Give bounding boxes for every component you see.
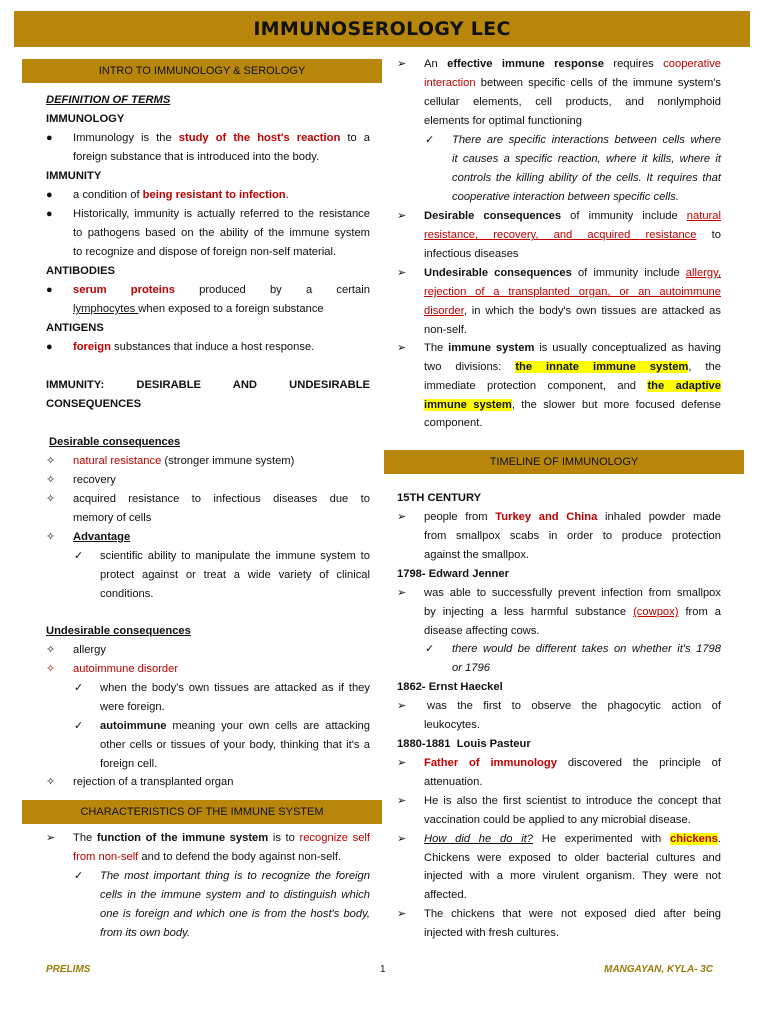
arrow-bullet-icon: ➢ — [397, 757, 407, 769]
undesirable-item-1: allergy — [73, 644, 106, 656]
arrow-bullet-icon: ➢ — [397, 210, 407, 222]
pasteur-4-l1: The chickens that were not exposed died after being — [424, 908, 721, 920]
immune-system-l5: component. — [424, 417, 483, 429]
immunity-definition-2-l1: Historically, immunity is actually referred to the resistance — [73, 208, 370, 220]
section-header-characteristics — [22, 800, 382, 824]
arrow-bullet-icon: ➢ — [397, 833, 407, 845]
bullet-icon: ● — [46, 132, 53, 144]
undesirable-consequences-l3: disorder, in which the body's own tissues are attacked as — [424, 305, 721, 317]
immune-system-l3: immediate protection component, and the adaptive — [424, 380, 721, 392]
effective-note-l2: it causes a specific reaction, where it kills, where it — [452, 153, 721, 165]
advantage-l1: scientific ability to manipulate the immune system to — [100, 550, 370, 562]
checkmark-icon: ✓ — [425, 643, 435, 655]
term-immunology: IMMUNOLOGY — [46, 113, 125, 125]
function-note-l3: one is foreign and which one is from the host's body, — [100, 908, 370, 920]
bullet-icon: ● — [46, 284, 53, 296]
undesirable-item-2-sub2-l1: autoimmune meaning your own cells are attacking — [100, 720, 370, 732]
bullet-icon: ● — [46, 341, 53, 353]
bullet-icon: ● — [46, 189, 53, 201]
arrow-bullet-icon: ➢ — [397, 58, 407, 70]
arrow-bullet-icon: ➢ — [397, 908, 407, 920]
effective-note-l3: controls the killing ability of the cells. It requires that — [452, 172, 721, 184]
antibodies-definition-l2: lymphocytes when exposed to a foreign substance — [73, 303, 324, 315]
immune-system-l2: two divisions: the innate immune system, the — [424, 361, 721, 373]
consequences-heading-l2: CONSEQUENCES — [46, 398, 142, 410]
arrow-bullet-icon: ➢ — [397, 795, 407, 807]
effective-l4: elements for optimal functioning — [424, 115, 582, 127]
section-header-timeline — [384, 450, 744, 474]
undesirable-item-2-sub2-l3: foreign cell. — [100, 758, 158, 770]
desirable-item-3-l2: memory of cells — [73, 512, 152, 524]
pasteur-2-l2: vaccination could be applied to any microbial disease. — [424, 814, 691, 826]
term-antibodies: ANTIBODIES — [46, 265, 115, 277]
immunology-definition-l2: foreign substance that is introduced into the body. — [73, 151, 320, 163]
jenner-note-l2: or 1796 — [452, 662, 490, 674]
diamond-bullet-icon: ✧ — [46, 531, 56, 543]
diamond-bullet-icon: ✧ — [46, 455, 56, 467]
function-note-l4: from its own body. — [100, 927, 190, 939]
timeline-haeckel: 1862- Ernst Haeckel — [397, 681, 503, 693]
effective-l1: An effective immune response requires cooperative — [424, 58, 722, 70]
immune-system-l4: immune system, the slower but more focused defense — [424, 399, 721, 411]
desirable-item-2: recovery — [73, 474, 116, 486]
effective-l3: cellular elements, cell products, and nonlymphoid — [424, 96, 721, 108]
function-l2: from non-self and to defend the body against non-self. — [73, 851, 342, 863]
bullet-icon: ● — [46, 208, 53, 220]
jenner-l3: disease affecting cows. — [424, 625, 540, 637]
haeckel-l1: was the first to observe the phagocytic action of — [427, 700, 721, 712]
desirable-consequences-l1: Desirable consequences of immunity include natural — [424, 210, 721, 222]
checkmark-icon: ✓ — [74, 720, 84, 732]
pasteur-3-l3: injected with a more virulent organism. They were not — [424, 870, 721, 882]
section-header-characteristics-text: CHARACTERISTICS OF THE IMMUNE SYSTEM — [80, 806, 324, 818]
immunity-definition-2-l3: to recognize and dispose of foreign non-self material. — [73, 246, 337, 258]
checkmark-icon: ✓ — [74, 682, 84, 694]
page-number: 1 — [380, 964, 386, 975]
arrow-bullet-icon: ➢ — [397, 511, 407, 523]
footer-left: PRELIMS — [46, 964, 91, 975]
undesirable-heading: Undesirable consequences — [46, 625, 191, 637]
effective-l2: interaction between specific cells of the immune system's — [424, 77, 722, 89]
term-antigens: ANTIGENS — [46, 322, 104, 334]
jenner-l1: was able to successfully prevent infection from smallpox — [424, 587, 721, 599]
jenner-note-l1: there would be different takes on whether it's 1798 — [452, 643, 721, 655]
timeline-jenner: 1798- Edward Jenner — [397, 568, 509, 580]
pasteur-1-l1: Father of immunology discovered the principle of — [424, 757, 722, 769]
function-l1: The function of the immune system is to recognize self — [73, 832, 371, 844]
function-note-l2: cells in the immune system and to distinguish which — [100, 889, 370, 901]
desirable-item-1: natural resistance (stronger immune system) — [73, 455, 295, 467]
desirable-item-3-l1: acquired resistance to infectious diseases due to — [73, 493, 370, 505]
timeline-pasteur: 1880-1881 Louis Pasteur — [397, 738, 531, 750]
immune-system-l1: The immune system is usually conceptualized as having — [424, 342, 722, 354]
checkmark-icon: ✓ — [425, 134, 435, 146]
undesirable-item-2-sub2-l2: other cells or tissues of your body, thinking that it's a — [100, 739, 370, 751]
arrow-bullet-icon: ➢ — [397, 700, 407, 712]
effective-note-l1: There are specific interactions between cells where — [452, 134, 721, 146]
term-immunity: IMMUNITY — [46, 170, 102, 182]
c15-l1: people from Turkey and China inhaled powder made — [424, 511, 722, 523]
undesirable-item-2-sub1-l1: when the body's own tissues are attacked as if they — [100, 682, 370, 694]
undesirable-consequences-l2: rejection of a transplanted organ, or an autoimmune — [424, 286, 721, 298]
pasteur-1-l2: attenuation. — [424, 776, 483, 788]
document-title: IMMUNOSEROLOGY LEC — [253, 18, 511, 40]
effective-note-l4: cooperative interaction between specific cells. — [452, 191, 679, 203]
undesirable-item-3: rejection of a transplanted organ — [73, 776, 234, 788]
jenner-l2: by injecting a less harmful substance (cowpox) from a — [424, 606, 721, 618]
consequences-heading-l1: IMMUNITY: DESIRABLE AND UNDESIRABLE — [46, 379, 370, 391]
section-header-intro-text: INTRO TO IMMUNOLOGY & SEROLOGY — [98, 65, 306, 77]
immunity-definition-2-l2: to pathogens based on the ability of the immune system — [73, 227, 370, 239]
diamond-bullet-icon: ✧ — [46, 474, 56, 486]
haeckel-l2: leukocytes. — [424, 719, 480, 731]
pasteur-2-l1: He is also the first scientist to introduce the concept that — [424, 795, 721, 807]
function-note-l1: The most important thing is to recognize the foreign — [100, 870, 370, 882]
checkmark-icon: ✓ — [74, 870, 84, 882]
document-title-bar — [14, 11, 750, 47]
arrow-bullet-icon: ➢ — [397, 342, 407, 354]
antibodies-definition-l1: serum proteins produced by a certain — [73, 284, 370, 296]
undesirable-item-2-sub1-l2: were foreign. — [100, 701, 165, 713]
pasteur-3-l1: How did he do it? He experimented with chickens. — [424, 833, 721, 845]
c15-l3: against the smallpox. — [424, 549, 530, 561]
diamond-bullet-icon: ✧ — [46, 776, 56, 788]
desirable-consequences-l3: infectious diseases — [424, 248, 519, 260]
antigens-definition: foreign substances that induce a host response. — [73, 341, 315, 353]
timeline-15th-century: 15TH CENTURY — [397, 492, 482, 504]
arrow-bullet-icon: ➢ — [397, 587, 407, 599]
pasteur-3-l4: affected. — [424, 889, 467, 901]
immunology-definition-l1: Immunology is the study of the host's reaction to a — [73, 132, 370, 144]
checkmark-icon: ✓ — [74, 550, 84, 562]
pasteur-4-l2: injected with fresh cultures. — [424, 927, 559, 939]
undesirable-consequences-l1: Undesirable consequences of immunity include allergy, — [424, 267, 721, 279]
diamond-bullet-icon: ✧ — [46, 493, 56, 505]
footer-right: MANGAYAN, KYLA- 3C — [604, 964, 714, 975]
advantage-l3: conditions. — [100, 588, 154, 600]
immunity-definition-1: a condition of being resistant to infection. — [73, 189, 289, 201]
c15-l2: from smallpox scabs in order to produce protection — [424, 530, 721, 542]
arrow-bullet-icon: ➢ — [397, 267, 407, 279]
diamond-bullet-icon: ✧ — [46, 644, 56, 656]
definition-heading: DEFINITION OF TERMS — [46, 94, 171, 106]
section-header-timeline-text: TIMELINE OF IMMUNOLOGY — [489, 456, 639, 468]
undesirable-item-2: autoimmune disorder — [73, 663, 179, 675]
advantage-l2: protect against or treat a wide variety of clinical — [100, 569, 370, 581]
desirable-heading: Desirable consequences — [49, 436, 181, 448]
section-header-intro — [22, 59, 382, 83]
diamond-bullet-icon: ✧ — [46, 663, 56, 675]
pasteur-3-l2: Chickens were exposed to older bacterial cultures and — [424, 852, 721, 864]
desirable-consequences-l2: resistance, recovery, and acquired resistance to — [424, 229, 722, 241]
undesirable-consequences-l4: non-self. — [424, 324, 467, 336]
arrow-bullet-icon: ➢ — [46, 832, 56, 844]
advantage-heading: Advantage — [73, 531, 131, 543]
